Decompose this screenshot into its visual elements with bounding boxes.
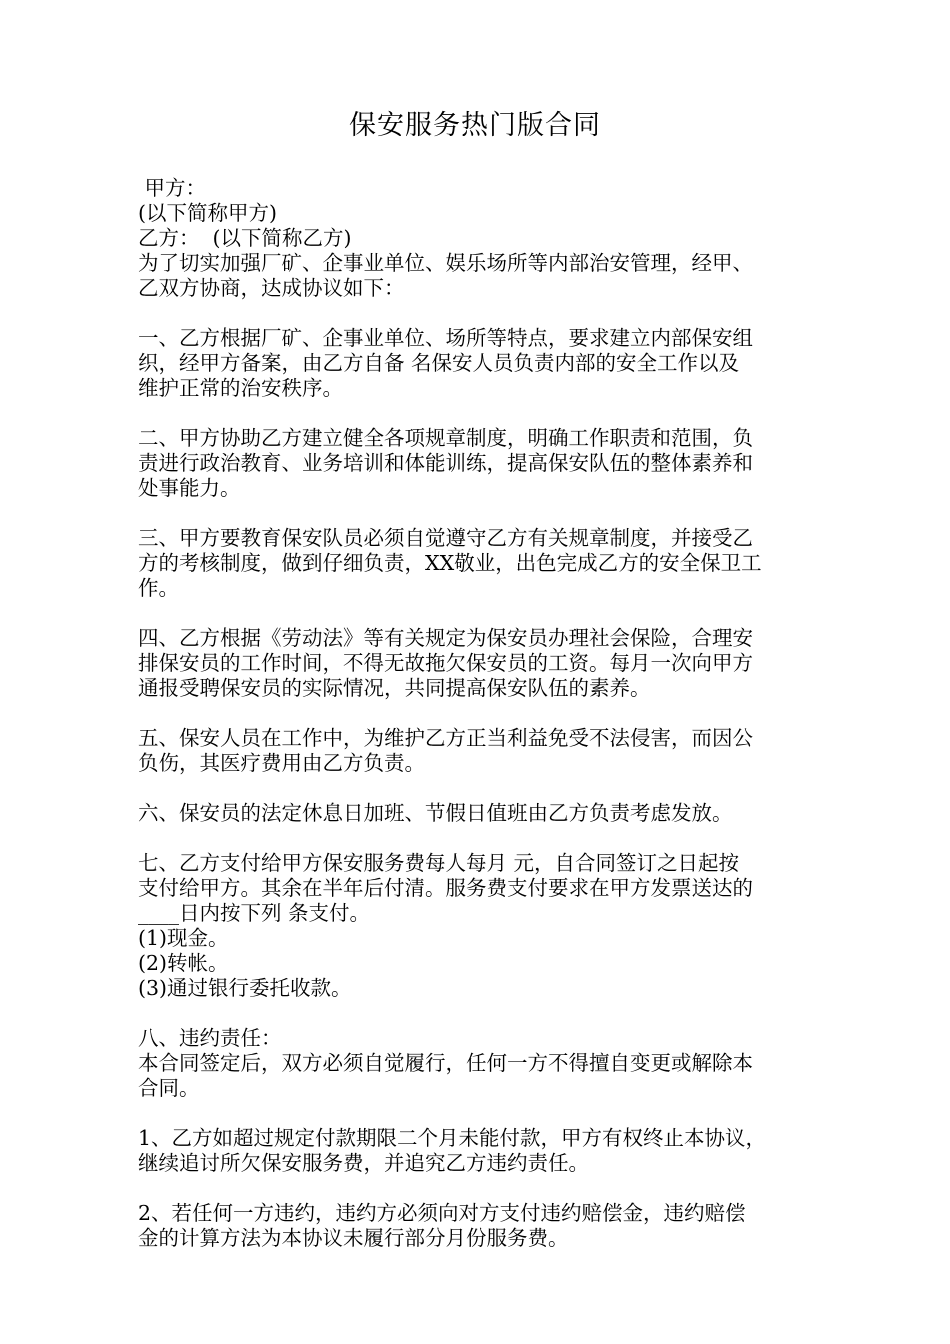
text-line: 维护正常的治安秩序。 <box>138 376 343 400</box>
text-line: (以下简称甲方) <box>138 201 277 225</box>
paragraph-gap <box>138 401 818 426</box>
text-line: 四、乙方根据《劳动法》等有关规定为保安员办理社会保险，合理安 <box>138 626 753 650</box>
text-line: 织，经甲方备案，由乙方自备 名保安人员负责内部的安全工作以及 <box>138 351 740 375</box>
text-line: 处事能力。 <box>138 476 241 500</box>
text-line: 合同。 <box>138 1076 200 1100</box>
text-line: 八、违约责任： <box>138 1026 282 1050</box>
text-line: (3)通过银行委托收款。 <box>138 976 352 1000</box>
text-line: (2)转帐。 <box>138 951 229 975</box>
paragraph-gap <box>138 501 818 526</box>
paragraph-gap <box>138 826 818 851</box>
text-line: 甲方： <box>138 176 207 200</box>
paragraph-gap <box>138 701 818 726</box>
text-line: 七、乙方支付给甲方保安服务费每人每月 元，自合同签订之日起按 <box>138 851 740 875</box>
text-line: 负伤，其医疗费用由乙方负责。 <box>138 751 425 775</box>
document-body <box>138 176 818 1251</box>
text-line: 为了切实加强厂矿、企事业单位、娱乐场所等内部治安管理，经甲、 <box>138 251 753 275</box>
text-line: 乙双方协商，达成协议如下： <box>138 276 405 300</box>
paragraph-gap <box>138 1176 818 1201</box>
text-line: 支付给甲方。其余在半年后付清。服务费支付要求在甲方发票送达的 <box>138 876 753 900</box>
document-title: 保安服务热门版合同 <box>349 110 601 141</box>
paragraph-gap <box>138 601 818 626</box>
text-line: 通报受聘保安员的实际情况，共同提高保安队伍的素养。 <box>138 676 651 700</box>
text-line: 排保安员的工作时间，不得无故拖欠保安员的工资。每月一次向甲方 <box>138 651 753 675</box>
text-line: 五、保安人员在工作中，为维护乙方正当利益免受不法侵害，而因公 <box>138 726 753 750</box>
text-line: 三、甲方要教育保安队员必须自觉遵守乙方有关规章制度，并接受乙 <box>138 526 753 550</box>
text-line: 一、乙方根据厂矿、企事业单位、场所等特点，要求建立内部保安组 <box>138 326 753 350</box>
text-line: 作。 <box>138 576 179 600</box>
text-line: 责进行政治教育、业务培训和体能训练，提高保安队伍的整体素养和 <box>138 451 753 475</box>
text-line: 方的考核制度，做到仔细负责，XX敬业，出色完成乙方的安全保卫工 <box>138 551 762 575</box>
text-line: 乙方： (以下简称乙方) <box>138 226 352 250</box>
paragraph-gap <box>138 1001 818 1026</box>
paragraph-gap <box>138 776 818 801</box>
text-line: 金的计算方法为本协议未履行部分月份服务费。 <box>138 1226 569 1250</box>
text-line: (1)现金。 <box>138 926 229 950</box>
text-line: 六、保安员的法定休息日加班、节假日值班由乙方负责考虑发放。 <box>138 801 733 825</box>
text-line: 继续追讨所欠保安服务费，并追究乙方违约责任。 <box>138 1151 589 1175</box>
text-line: 2、若任何一方违约，违约方必须向对方支付违约赔偿金，违约赔偿 <box>138 1201 746 1225</box>
paragraph-gap <box>138 301 818 326</box>
text-line: 二、甲方协助乙方建立健全各项规章制度，明确工作职责和范围，负 <box>138 426 753 450</box>
text-line: 1、乙方如超过规定付款期限二个月未能付款，甲方有权终止本协议， <box>138 1126 767 1150</box>
text-line: ____日内按下列 条支付。 <box>138 901 371 925</box>
text-line: 本合同签定后，双方必须自觉履行，任何一方不得擅自变更或解除本 <box>138 1051 753 1075</box>
paragraph-gap <box>138 1101 818 1126</box>
